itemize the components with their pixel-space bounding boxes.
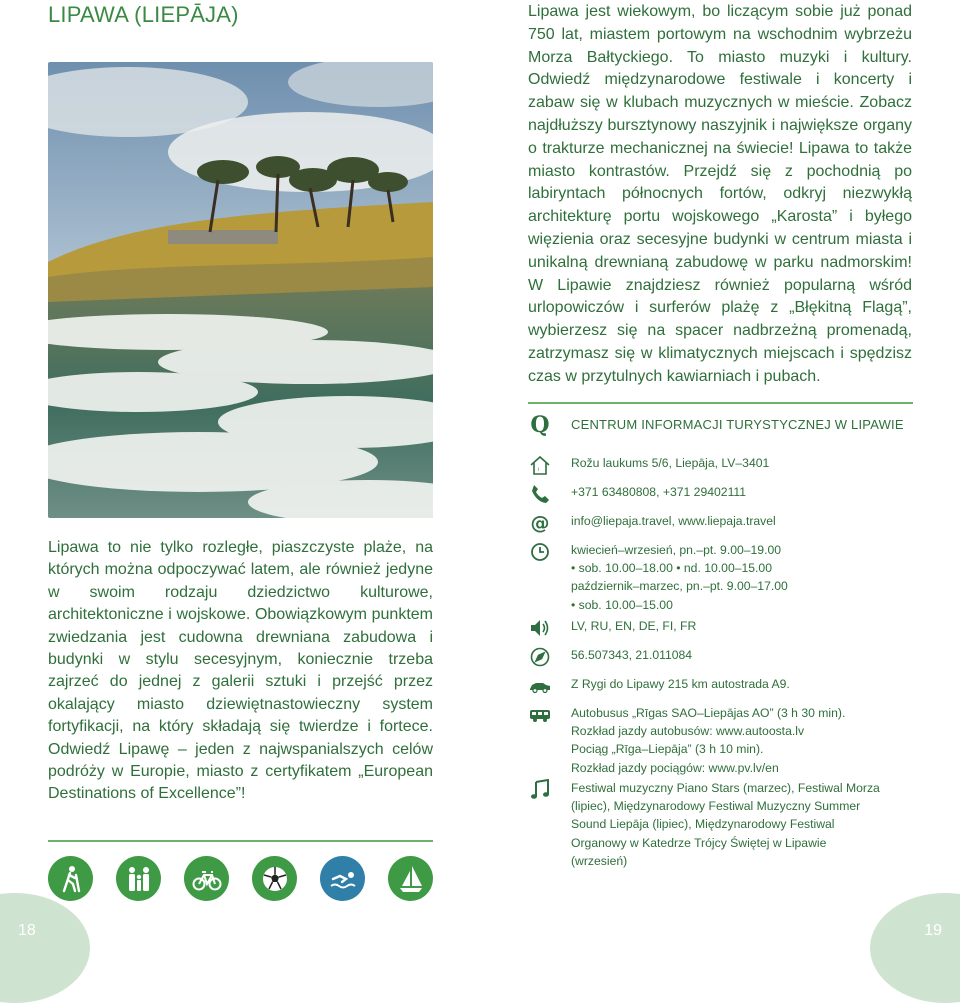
info-phone (528, 483, 928, 505)
swimming-icon (320, 856, 365, 901)
music-text: Festiwal muzyczny Piano Stars (marzec), Festiwal Morza (lipiec), Międzynarodowy Festiwal Muzyczny Summer Sound Liepāja (lipiec), Międzynarodowy Festiwal Organowy w Katedrze Trójcy Świętej w Lipawie (wrzesień) (571, 781, 880, 868)
svg-text:i: i (537, 467, 539, 473)
coast-photo (48, 62, 433, 518)
corner-decoration-right (870, 893, 960, 1003)
bicycle-icon (184, 856, 229, 901)
info-bus (528, 704, 928, 777)
clock-icon (528, 541, 552, 563)
divider-left (48, 840, 433, 842)
hiking-icon (48, 856, 93, 901)
info-web (528, 512, 928, 534)
at-icon: @ (530, 512, 550, 534)
house-icon (528, 454, 552, 476)
divider-right (528, 402, 913, 404)
info-gps (528, 646, 928, 668)
page-title: LIPAWA (LIEPĀJA) (48, 2, 239, 27)
speaker-icon (528, 617, 552, 639)
languages-text: LV, RU, EN, DE, FI, FR (571, 619, 697, 633)
phone-icon (528, 483, 552, 505)
family-icon (116, 856, 161, 901)
car-icon (528, 675, 552, 697)
intro-paragraph: Lipawa to nie tylko rozległe, piaszczyste plaże, na których można odpoczywać latem, ale również jedyne w swoim rodzaju dziedzictwo kulturowe, architektoniczne i wojskowe. Obowiązkowym punktem zwiedzania jest cudowna drewniana zabudowa i budynki w stylu secesyjnym, koniecznie trzeba zajrzeć do jednej z galerii sztuki i przejść przez okalający miasto dziewiętnastowieczny system fortyfikacji, na który składają się twierdze i fortece. Odwiedź Lipawę – jeden z najwspanialszych celów podróży w Europie, miasto z certyfikatem „European Destinations of Excellence”! (48, 539, 433, 803)
info-car (528, 675, 928, 697)
page-number-left: 18 (18, 922, 36, 939)
corner-decoration-left (0, 893, 90, 1003)
page-number-right: 19 (924, 922, 942, 939)
info-hours (528, 541, 928, 614)
info-music (528, 779, 928, 870)
hours-text: kwiecień–wrzesień, pn.–pt. 9.00–19.00 • sob. 10.00–18.00 • nd. 10.00–15.00 październik–marzec, pn.–pt. 9.00–17.00 • sob. 10.00–15.00 (571, 543, 788, 612)
address-text: Rožu laukums 5/6, Liepāja, LV–3401 (571, 456, 770, 470)
music-note-icon (528, 779, 552, 801)
web-text[interactable]: info@liepaja.travel, www.liepaja.travel (571, 514, 776, 528)
sailing-icon (388, 856, 433, 901)
car-text: Z Rygi do Lipawy 215 km autostrada A9. (571, 677, 790, 691)
info-address (528, 454, 928, 476)
info-languages (528, 617, 928, 639)
compass-icon (528, 646, 552, 668)
info-center-icon: Q (530, 412, 550, 438)
info-centrum (528, 414, 928, 436)
bus-text: Autobusus „Rīgas SAO–Liepājas AO” (3 h 30 min). Rozkład jazdy autobusów: www.autoosta.lv Pociąg „Rīga–Liepāja” (3 h 10 min). Rozkład jazdy pociągów: www.pv.lv/en (571, 706, 846, 775)
activity-icons (48, 856, 433, 901)
bus-icon (528, 704, 552, 726)
centrum-label: CENTRUM INFORMACJI TURYSTYCZNEJ W LIPAWIE (571, 417, 904, 432)
football-icon (252, 856, 297, 901)
phone-text: +371 63480808, +371 29402111 (571, 485, 747, 499)
body-paragraph: Lipawa jest wiekowym, bo liczącym sobie już ponad 750 lat, miastem portowym na wschodnim wybrzeżu Morza Bałtyckiego. To miasto muzyki i kultury. Odwiedź międzynarodowe festiwale i koncerty i zabaw się w klubach muzycznych w mieście. Zobacz najdłuższy bursztynowy naszyjnik i największe organy o trakturze mechanicznej na świecie! Lipawa to także miasto kontrastów. Przejdź się z pochodnią po labiryntach północnych fortów, odkryj niezwykłą architekturę portu wojskowego „Karosta” i byłego więzienia oraz secesyjne budynki w centrum miasta i unikalną drewnianą zabudowę w parku nadmorskim! W Lipawie znajdziesz również popularną wśród urlopowiczów i surferów plażę z „Błękitną Flagą”, wybierzesz się na spacer nadbrzeżną promenadą, zatrzymasz się w klimatycznych miejscach i spędzisz czas w przytulnych kawiarniach i pubach. (528, 3, 912, 385)
gps-text: 56.507343, 21.011084 (571, 648, 693, 662)
